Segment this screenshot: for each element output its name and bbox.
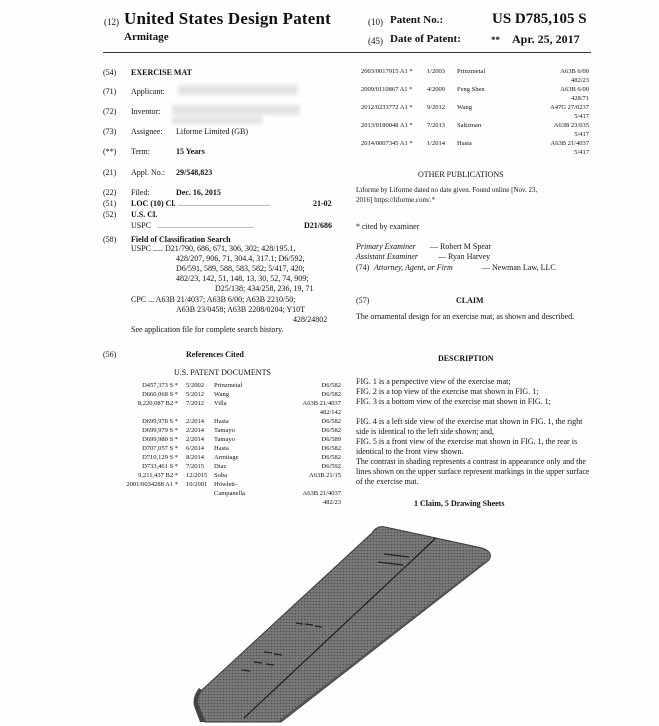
us-cl-label: U.S. Cl. xyxy=(131,210,158,219)
code-51: (51) xyxy=(103,199,117,208)
reference-number: 2012/0233772 A1 * xyxy=(361,104,413,111)
reference-number: D699,979 S * xyxy=(142,427,178,434)
reference-date: 2/2014 xyxy=(186,418,205,425)
reference-class: D6/582 xyxy=(321,445,341,452)
reference-date: 5/2002 xyxy=(186,382,205,389)
reference-class: D6/582 xyxy=(321,418,341,425)
code-71: (71) xyxy=(103,87,117,96)
code-21: (21) xyxy=(103,168,117,177)
reference-class-secondary: 5/417 xyxy=(574,149,589,156)
class-line-8: 428/24802 xyxy=(293,315,328,324)
reference-date: 1/2003 xyxy=(427,68,446,75)
uspc-dots: ................................................ xyxy=(158,221,254,230)
class-line-4: 482/23, 142, 51, 148, 13, 30, 52, 74, 909; xyxy=(176,274,309,283)
reference-number: D710,129 S * xyxy=(142,454,178,461)
reference-date: 4/2009 xyxy=(427,86,446,93)
reference-number: 2003/0017915 A1 * xyxy=(361,68,413,75)
code-72: (72) xyxy=(103,107,117,116)
description-line-5: FIG. 5 is a front view of the exercise mat shown in FIG. 1, the rear is identical to the front view shown. xyxy=(356,437,578,456)
reference-inventor: Hasta xyxy=(214,418,229,425)
loc-dots: .............................................. xyxy=(178,199,270,208)
class-line-7: A63B 23/0458; A63B 2208/0204; Y10T xyxy=(176,305,306,314)
term-label: Term: xyxy=(131,147,150,156)
appl-no-value: 29/548,823 xyxy=(176,168,213,177)
code-58: (58) xyxy=(103,235,117,244)
mat-body xyxy=(194,527,491,722)
patent-no-label: Patent No.: xyxy=(390,14,444,26)
reference-date: 2/2014 xyxy=(186,427,205,434)
reference-class-secondary: 428/71 xyxy=(570,95,589,102)
reference-class: D6/589 xyxy=(321,436,341,443)
reference-date: 8/2014 xyxy=(186,454,205,461)
code-52: (52) xyxy=(103,210,117,219)
reference-number: 9,211,437 B2 * xyxy=(138,472,178,479)
reference-inventor: Campanella xyxy=(214,490,246,497)
class-line-6: CPC ... A63B 21/4037; A63B 6/00; A63B 2210/50; xyxy=(131,295,296,304)
reference-date: 1/2014 xyxy=(427,140,446,147)
assignee-value: Liforme Limited (GB) xyxy=(176,127,248,136)
field-search-label: Field of Classification Search xyxy=(131,235,231,244)
reference-inventor: Saltzman xyxy=(457,122,482,129)
applicant-label: Applicant: xyxy=(131,87,165,96)
reference-number: 8,220,087 B2 * xyxy=(137,400,178,407)
reference-class: A63B 21/4037 xyxy=(302,490,341,497)
cited-by-examiner: * cited by examiner xyxy=(356,222,420,231)
reference-date: 7/2013 xyxy=(427,122,446,129)
description-line-2: FIG. 2 is a top view of the exercise mat shown in FIG. 1; xyxy=(356,387,539,396)
reference-inventor: Tamayo xyxy=(214,436,235,443)
reference-class: A63B 23/035 xyxy=(553,122,589,129)
primary-examiner-name: — Robert M Spear xyxy=(430,242,492,251)
code-term: (**) xyxy=(103,147,117,156)
term-value: 15 Years xyxy=(176,147,205,156)
attorney-name: — Newman Law, LLC xyxy=(482,263,556,272)
reference-inventor: Tamayo xyxy=(214,427,235,434)
reference-inventor: Hasta xyxy=(457,140,472,147)
reference-class: A63B 6/00 xyxy=(560,86,589,93)
filed-label: Filed: xyxy=(131,188,150,197)
filed-value: Dec. 16, 2015 xyxy=(176,188,221,197)
reference-inventor: Prinzmetal xyxy=(457,68,486,75)
reference-number: D733,461 S * xyxy=(142,463,178,470)
reference-number: D457,373 S * xyxy=(142,382,178,389)
inventor-surname: Armitage xyxy=(124,31,169,43)
appl-no-label: Appl. No.: xyxy=(131,168,165,177)
claim-title: CLAIM xyxy=(456,296,484,305)
other-pub-line-2: 2016] https://liforme.com/.* xyxy=(356,196,436,204)
reference-inventor: Prinzmetal xyxy=(214,382,243,389)
patent-date: Apr. 25, 2017 xyxy=(512,32,580,46)
reference-class: 482/142 xyxy=(319,409,341,416)
code-22: (22) xyxy=(103,188,117,197)
claims-drawings-count: 1 Claim, 5 Drawing Sheets xyxy=(414,499,505,508)
code-73: (73) xyxy=(103,127,117,136)
loc-label: LOC (10) Cl. xyxy=(131,199,176,208)
reference-inventor: Feng Shen xyxy=(457,86,485,93)
reference-number: D707,057 S * xyxy=(142,445,178,452)
primary-examiner-label: Primary Examiner xyxy=(356,242,416,251)
assistant-examiner-label: Assistant Examiner xyxy=(356,252,418,261)
reference-inventor: Howlett- xyxy=(214,481,238,488)
reference-class-secondary: 482/23 xyxy=(570,77,589,84)
reference-date: 12/2015 xyxy=(186,472,208,479)
reference-inventor: Villa xyxy=(214,400,227,407)
code-56: (56) xyxy=(103,350,117,359)
date-stars: ** xyxy=(491,35,500,45)
uspc-value: D21/686 xyxy=(304,221,332,230)
description-title: DESCRIPTION xyxy=(438,354,494,363)
other-publications-title: OTHER PUBLICATIONS xyxy=(418,170,504,179)
reference-inventor: Armitage xyxy=(214,454,239,461)
us-patent-docs-title: U.S. PATENT DOCUMENTS xyxy=(174,368,271,377)
reference-number: 2013/0180048 A1 * xyxy=(361,122,413,129)
loc-value: 21-02 xyxy=(313,199,332,208)
reference-class-secondary: 5/417 xyxy=(574,113,589,120)
reference-class: D6/582 xyxy=(321,427,341,434)
reference-number: 2014/0007345 A1 * xyxy=(361,140,413,147)
code-54: (54) xyxy=(103,68,117,77)
class-line-5: D25/138; 434/258, 236, 19, 71 xyxy=(215,284,314,293)
reference-inventor: Hasta xyxy=(214,445,229,452)
other-pub-line-1: Liforme by Liforme dated no date given. Found online [Nov. 23, xyxy=(356,186,538,194)
reference-class: A47G 27/0237 xyxy=(550,104,589,111)
kind-code-10: (10) xyxy=(368,17,383,27)
class-line-9: See application file for complete search history. xyxy=(131,325,284,334)
reference-number: 2009/0110867 A1 * xyxy=(361,86,413,93)
reference-date: 10/2001 xyxy=(186,481,208,488)
code-74: (74) xyxy=(356,263,370,272)
patent-number: US D785,105 S xyxy=(492,11,587,27)
reference-number: D660,068 S * xyxy=(142,391,178,398)
assistant-examiner-name: — Ryan Harvey xyxy=(438,252,491,261)
inventor-label: Inventor: xyxy=(131,107,161,116)
reference-date: 7/2015 xyxy=(186,463,205,470)
reference-class: A63B 21/4037 xyxy=(302,400,341,407)
reference-date: 7/2012 xyxy=(186,400,205,407)
reference-class-secondary: 5/417 xyxy=(574,131,589,138)
reference-number: 2001/0034288 A1 * xyxy=(126,481,178,488)
reference-inventor: Wang xyxy=(457,104,472,111)
reference-date: 9/2012 xyxy=(427,104,446,111)
references-title: References Cited xyxy=(186,350,244,359)
reference-date: 6/2014 xyxy=(186,445,205,452)
reference-number: D699,980 S * xyxy=(142,436,178,443)
reference-inventor: Wang xyxy=(214,391,229,398)
reference-class: A63B 6/00 xyxy=(560,68,589,75)
design-title: EXERCISE MAT xyxy=(131,68,192,77)
class-line-1: USPC ..... D21/790, 686, 671, 306, 302; 428/195.1, xyxy=(131,244,296,253)
patent-title: United States Design Patent xyxy=(124,9,332,28)
uspc-label: USPC xyxy=(131,221,152,230)
attorney-label: Attorney, Agent, or Firm xyxy=(374,263,453,272)
reference-date: 5/2012 xyxy=(186,391,205,398)
date-label: Date of Patent: xyxy=(390,33,461,45)
kind-code-45: (45) xyxy=(368,36,383,46)
claim-text: The ornamental design for an exercise mat, as shown and described. xyxy=(356,312,575,321)
code-57: (57) xyxy=(356,296,370,305)
description-line-6: The contrast in shading represents a contrast in appearance only and the lines shown on the upper surface represent markings in the upper surface of the exercise mat. xyxy=(356,457,590,486)
reference-inventor: Soba xyxy=(214,472,227,479)
class-line-3: D6/591, 589, 588, 583, 582; 5/417, 420; xyxy=(176,264,305,273)
description-line-4: FIG. 4 is a left side view of the exercise mat shown in FIG. 1, the right side is identical to the left side shown; and, xyxy=(356,417,583,436)
reference-class: A63B 21/4037 xyxy=(550,140,589,147)
reference-class: 482/23 xyxy=(322,499,341,506)
description-line-1: FIG. 1 is a perspective view of the exercise mat; xyxy=(356,377,511,386)
assignee-label: Assignee: xyxy=(131,127,163,136)
reference-class: D6/582 xyxy=(321,382,341,389)
reference-class: D6/592 xyxy=(321,463,341,470)
reference-class: A63B 21/15 xyxy=(309,472,341,479)
reference-inventor: Diaz xyxy=(214,463,227,470)
description-line-3: FIG. 3 is a bottom view of the exercise mat shown in FIG. 1; xyxy=(356,397,551,406)
reference-class: D6/582 xyxy=(321,454,341,461)
reference-class: D6/582 xyxy=(321,391,341,398)
reference-number: D699,978 S * xyxy=(142,418,178,425)
reference-date: 2/2014 xyxy=(186,436,205,443)
class-line-2: 428/207, 906, 71, 304.4, 317.1; D6/592, xyxy=(176,254,305,263)
kind-code-12: (12) xyxy=(104,17,119,27)
